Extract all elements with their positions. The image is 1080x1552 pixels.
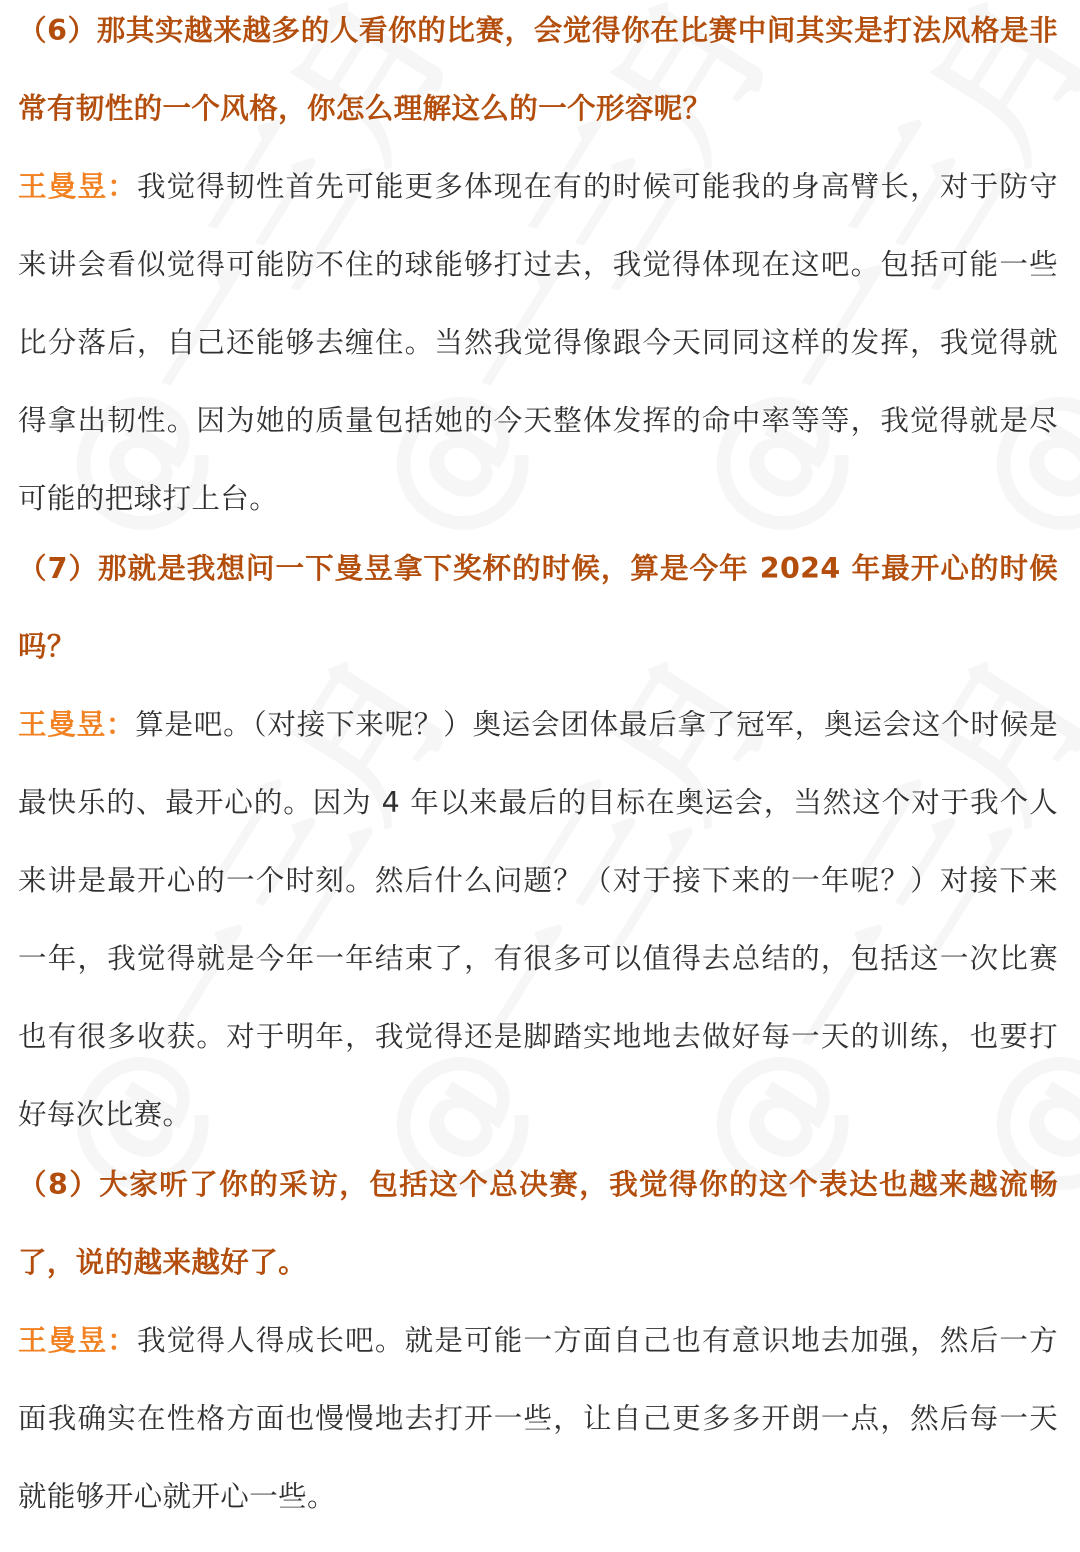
qa-block-8 [18, 1146, 1058, 1536]
question-6: （6）那其实越来越多的人看你的比赛，会觉得你在比赛中间其实是打法风格是非常有韧性的一个风格，你怎么理解这么的一个形容呢？ [18, 14, 1058, 125]
question-7: （7）那就是我想问一下曼昱拿下奖杯的时候，算是今年 2024 年最开心的时候吗？ [18, 552, 1058, 663]
speaker-label: 王曼昱： [18, 1324, 137, 1357]
answer-8 [18, 1302, 1058, 1536]
question-8: （8）大家听了你的采访，包括这个总决赛，我觉得你的这个表达也越来越流畅了，说的越来越好了。 [18, 1168, 1058, 1279]
answer-text: 我觉得韧性首先可能更多体现在有的时候可能我的身高臂长，对于防守来讲会看似觉得可能防不住的球能够打过去，我觉得体现在这吧。包括可能一些比分落后，自己还能够去缠住。当然我觉得像跟今天同同这样的发挥，我觉得就得拿出韧性。因为她的质量包括她的今天整体发挥的命中率等等，我觉得就是尽可能的把球打上台。 [18, 170, 1058, 515]
answer-6 [18, 148, 1058, 538]
speaker-label: 王曼昱： [18, 708, 136, 741]
answer-text: 算是吧。（对接下来呢？）奥运会团体最后拿了冠军，奥运会这个时候是最快乐的、最开心的。因为 4 年以来最后的目标在奥运会，当然这个对于我个人来讲是最开心的一个时刻。然后什么问题？（对于接下来的一年呢？）对接下来一年，我觉得就是今年一年结束了，有很多可以值得去总结的，包括这一次比赛也有很多收获。对于明年，我觉得还是脚踏实地地去做好每一天的训练，也要打好每次比赛。 [18, 708, 1058, 1131]
qa-block-7 [18, 530, 1058, 1154]
answer-7 [18, 686, 1058, 1154]
qa-block-6 [18, 0, 1058, 538]
speaker-label: 王曼昱： [18, 170, 137, 203]
answer-text: 我觉得人得成长吧。就是可能一方面自己也有意识地去加强，然后一方面我确实在性格方面也慢慢地去打开一些，让自己更多多开朗一点，然后每一天就能够开心就开心一些。 [18, 1324, 1058, 1513]
